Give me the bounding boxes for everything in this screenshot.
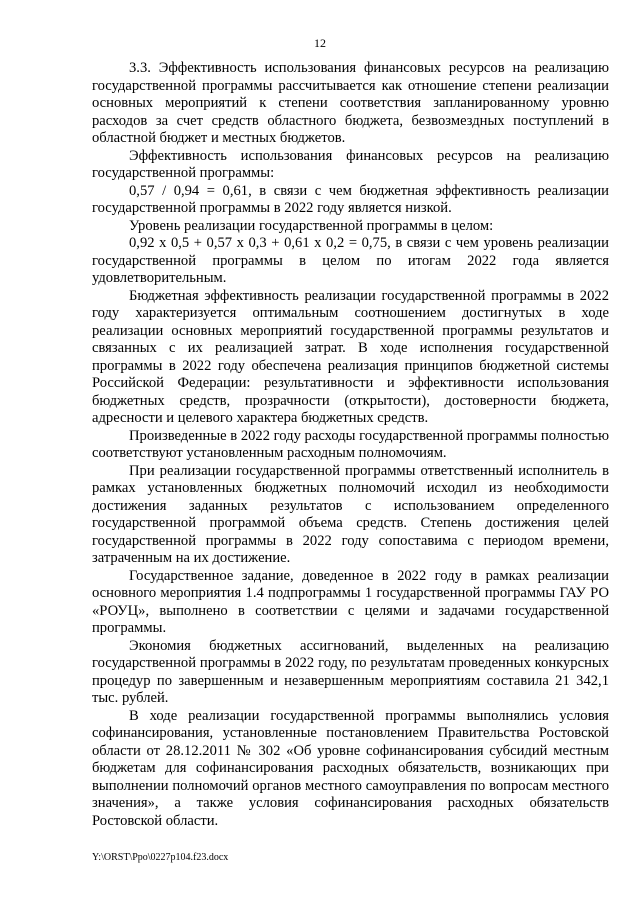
- paragraph-efficiency-definition: 3.3. Эффективность использования финансовых ресурсов на реализацию государственной программы рассчитывается как отношение степени реализации основных мероприятий к степени соответствия запланированному уровню расходов за счет средств областного бюджета, безвозмездных поступлений в областной бюджет и местных бюджетов.: [92, 60, 609, 146]
- paragraph-efficiency-heading: Эффективность использования финансовых ресурсов на реализацию государственной программы:: [92, 147, 609, 181]
- paragraph-savings: Экономия бюджетных ассигнований, выделенных на реализацию государственной программы в 2022 году, по результатам проведенных конкурсных процедур по завершенным и незавершенным мероприятиям составила 21 342,1 тыс. рублей.: [92, 637, 609, 706]
- paragraph-state-task: Государственное задание, доведенное в 2022 году в рамках реализации основного мероприятия 1.4 подпрограммы 1 государственной программы ГАУ РО «РОУЦ», выполнено в соответствии с целями и задачами государственной программы.: [92, 567, 609, 636]
- footer-file-path: Y:\ORST\Ppo\0227p104.f23.docx: [92, 852, 229, 863]
- page-number: 12: [314, 36, 326, 50]
- paragraph-executor: При реализации государственной программы ответственный исполнитель в рамках установленных бюджетных полномочий исходил из необходимости достижения заданных результатов с использованием определенного государственной программой объема средств. Степень достижения целей государственной программы в 2022 году сопоставима с периодом времени, затраченным на их достижение.: [92, 462, 609, 566]
- paragraph-level-formula: 0,92 х 0,5 + 0,57 х 0,3 + 0,61 х 0,2 = 0,75, в связи с чем уровень реализации государственной программы в целом по итогам 2022 года является удовлетворительным.: [92, 235, 609, 286]
- document-body: [92, 60, 609, 830]
- paragraph-cofinancing: В ходе реализации государственной программы выполнялись условия софинансирования, установленные постановлением Правительства Ростовской области от 28.12.2011 № 302 «Об уровне софинансирования субсидий местным бюджетам для софинансирования расходных обязательств, возникающих при выполнении полномочий органов местного самоуправления по вопросам местного значения», а также условия софинансирования расходных обязательств Ростовской области.: [92, 707, 609, 829]
- paragraph-level-heading: Уровень реализации государственной программы в целом:: [129, 217, 494, 234]
- paragraph-efficiency-formula: 0,57 / 0,94 = 0,61, в связи с чем бюджетная эффективность реализации государственной программы в 2022 году является низкой.: [92, 182, 609, 216]
- paragraph-budget-efficiency: Бюджетная эффективность реализации государственной программы в 2022 году характеризуется оптимальным соотношением достигнутых в ходе реализации основных мероприятий государственной программы результатов и связанных с их реализацией затрат. В ходе исполнения государственной программы в 2022 году обеспечена реализация принципов бюджетной системы Российской Федерации: результативности и эффективности использования бюджетных средств, прозрачности (открытости), достоверности бюджета, адресности и целевого характера бюджетных средств.: [92, 287, 609, 426]
- paragraph-expenses: Произведенные в 2022 году расходы государственной программы полностью соответствуют установленным расходным полномочиям.: [92, 427, 609, 461]
